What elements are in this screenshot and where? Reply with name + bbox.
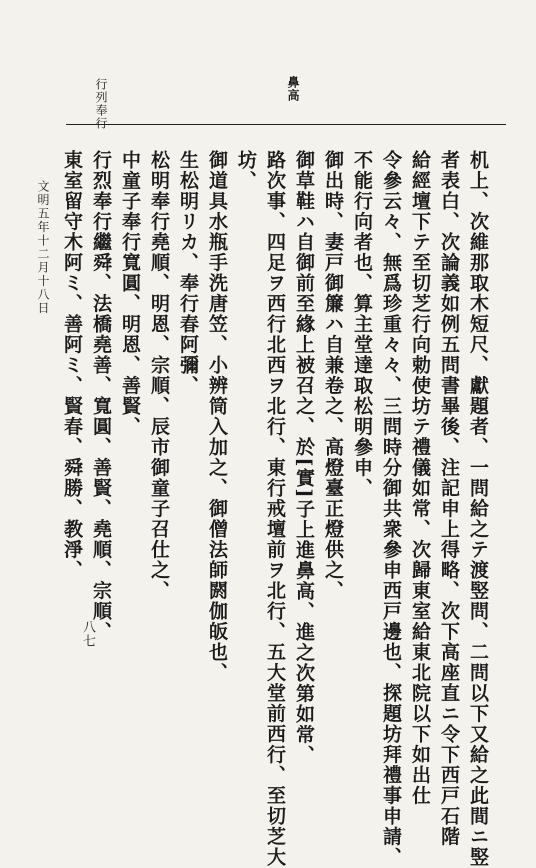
text-column-8: 路次事、四足ヲ西行北西ヲ北行、東行戒壇前ヲ北行、五大堂前西行、至切芝大 xyxy=(264,150,286,868)
text-column-15: 東室留守木阿ミ、善阿ミ、賢春、舜勝、教淨、 xyxy=(61,150,83,581)
text-column-2: 者表白、次論義如例五問書畢後、注記申上得略、次下高座直ニ令下西戸石階 xyxy=(438,150,460,847)
text-column-14: 行烈奉行繼舜、法橋堯善、寬圓、善賢、堯順、宗順、 xyxy=(90,150,112,642)
text-column-13: 中童子奉行寬圓、明恩、善賢、 xyxy=(119,150,141,437)
footnote-date: 文明五年十二月十八日 xyxy=(36,180,50,315)
text-column-6: 御出時、妻戸御簾ハ自兼卷之、高燈臺正燈供之、 xyxy=(322,150,344,601)
center-title: 鼻高 xyxy=(286,76,300,102)
running-title: 行列奉行 xyxy=(94,78,108,130)
text-column-5: 不能行向者也、算主堂達取松明參申、 xyxy=(351,150,373,499)
text-column-11: 生松明リカ、奉行春阿彌、 xyxy=(177,150,199,396)
page-number: 八七 xyxy=(80,620,95,648)
header-rule xyxy=(66,124,506,125)
text-column-9: 坊、 xyxy=(235,150,257,191)
text-column-1: 机上、次維那取木短尺、獻題者、一問給之テ渡竪問、二問以下又給之此間ニ竪 xyxy=(467,150,489,868)
text-column-7: 御草鞋ハ自御前至緣上被召之、於[實]子上進鼻高、進之次第如常、 xyxy=(293,150,315,766)
text-column-4: 令參云々、無爲珍重々々、三問時分御共衆參申西戸邊也、探題坊拜禮事申請、 xyxy=(380,150,402,868)
text-column-3: 給經壇下テ至切芝行向勅使坊テ禮儀如常、次歸東室給東北院以下如出仕 xyxy=(409,150,431,806)
text-column-10: 御道具水瓶手洗唐笠、小辨筒入加之、御僧法師閼伽皈也、 xyxy=(206,150,228,683)
text-column-12: 松明奉行堯順、明恩、宗順、辰市御童子召仕之、 xyxy=(148,150,170,601)
